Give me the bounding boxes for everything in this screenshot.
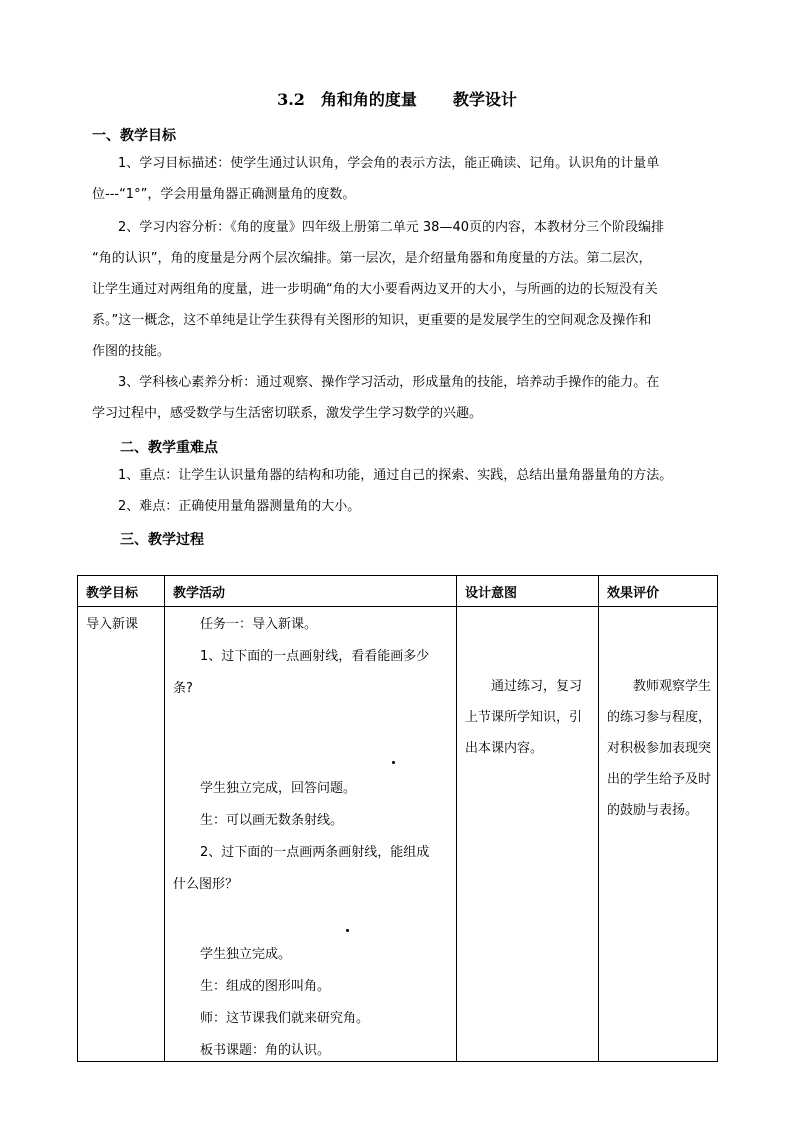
text-line: “角的认识”，角的度量是分两个层次编排。第一层次，是介绍量角器和角度量的方法。第二层次， [92, 251, 652, 266]
text-line: 2、难点：正确使用量角器测量角的大小。 [118, 499, 361, 514]
text-line: 学习过程中，感受数学与生活密切联系，激发学生学习数学的兴趣。 [92, 406, 483, 421]
goal-paragraph-2 [92, 212, 717, 367]
evaluation-cell [599, 607, 718, 1062]
table-header-cell: 效果评价 [599, 576, 718, 607]
page-title [0, 87, 794, 110]
page-title-sub: 教学设计 [452, 90, 517, 109]
teaching-process-table [77, 575, 718, 1062]
activity-cell [165, 607, 457, 1062]
section-heading-goals: 一、教学目标 [92, 128, 176, 144]
activity-line: 任务一：导入新课。 [200, 617, 318, 632]
intent-cell [457, 607, 599, 1062]
activity-line: 生：可以画无数条射线。 [200, 813, 344, 828]
intent-text: 通过练习，复习上节课所学知识，引出本课内容。 [465, 679, 583, 756]
table-header-cell: 设计意图 [457, 576, 599, 607]
table-header-cell: 教学目标 [78, 576, 165, 607]
goal-paragraph-1 [92, 148, 717, 210]
section-heading-key-points: 二、教学重难点 [120, 440, 218, 456]
table-header-cell: 教学活动 [165, 576, 457, 607]
activity-line: 生：组成的图形叫角。 [200, 979, 331, 994]
evaluation-text: 教师观察学生的练习参与程度，对积极参加表现突出的学生给予及时的鼓励与表扬。 [607, 679, 712, 818]
activity-line: 学生独立完成，回答问题。 [200, 781, 357, 796]
activity-line: 学生独立完成。 [200, 947, 292, 962]
text-line: 3、学科核心素养分析：通过观察、操作学习活动，形成量角的技能，培养动手操作的能力。在 [118, 375, 660, 390]
text-line: 位---“1°”，学会用量角器正确测量角的度数。 [92, 187, 356, 202]
page-title-main: 3.2 角和角的度量 [277, 90, 417, 109]
activity-line: 1、过下面的一点画射线，看看能画多少 [200, 649, 430, 664]
activity-line: 什么图形？ [173, 877, 239, 892]
text-line: 作图的技能。 [92, 344, 171, 359]
table-row [78, 607, 718, 1062]
activity-line: 师：这节课我们就来研究角。 [200, 1011, 370, 1026]
key-points-paragraphs [92, 460, 717, 522]
section-heading-process: 三、教学过程 [120, 532, 204, 548]
point-dot [392, 761, 395, 764]
goal-cell: 导入新课 [78, 607, 165, 1062]
activity-line: 条? [173, 681, 193, 696]
text-line: 2、学习内容分析：《角的度量》四年级上册第二单元 38—40页的内容，本教材分三个阶段编排 [118, 220, 664, 235]
point-dot [346, 929, 349, 932]
text-line: 让学生通过对两组角的度量，进一步明确“角的大小要看两边叉开的大小，与所画的边的长短没有关 [92, 282, 658, 297]
activity-line: 2、过下面的一点画两条画射线，能组成 [200, 845, 430, 860]
text-line: 1、学习目标描述：使学生通过认识角，学会角的表示方法，能正确读、记角。认识角的计量单 [118, 156, 660, 171]
goal-paragraph-3 [92, 367, 717, 429]
text-line: 1、重点：让学生认识量角器的结构和功能，通过自己的探索、实践，总结出量角器量角的方法。 [118, 468, 673, 483]
text-line: 系。”这一概念，这不单纯是让学生获得有关图形的知识，更重要的是发展学生的空间观念及操作和 [92, 313, 652, 328]
activity-line: 板书课题：角的认识。 [200, 1043, 331, 1058]
table-header-row [78, 576, 718, 607]
